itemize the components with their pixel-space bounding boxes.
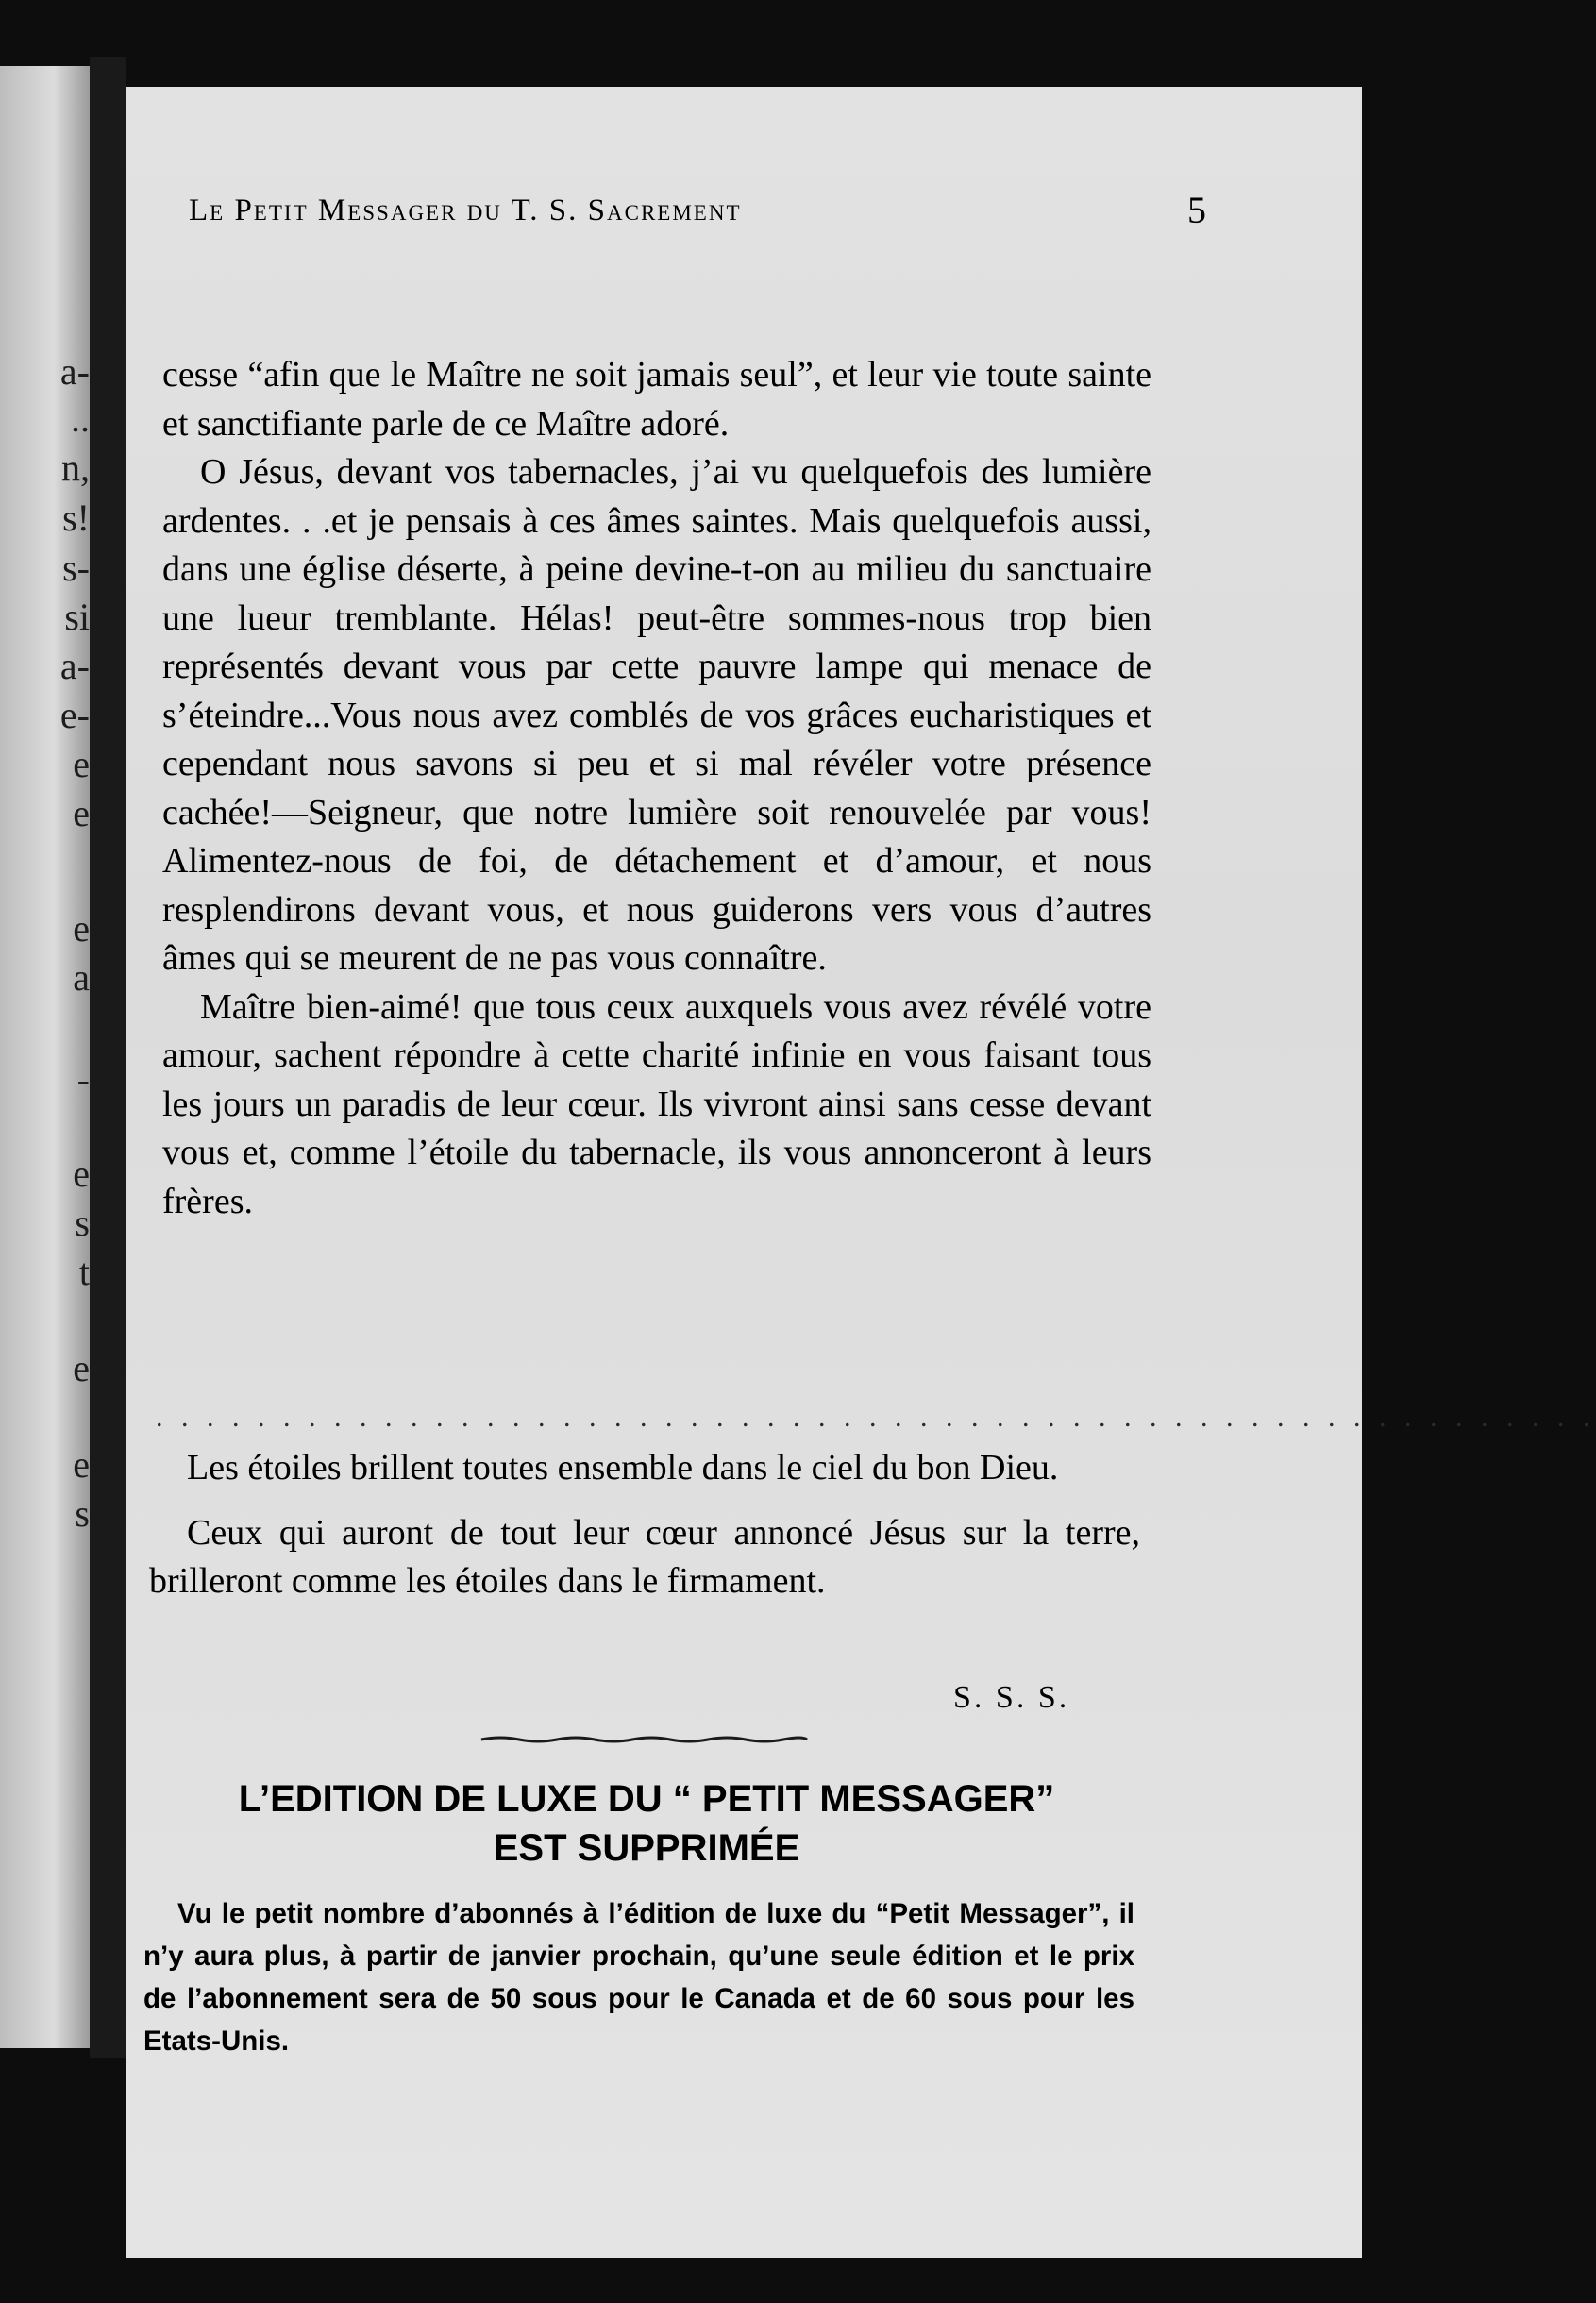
dotted-separator: . . . . . . . . . . . . . . . . . . . . . . . . . . . . . . . . . . . . . . . . . . . . . . . . . . . . . . . . .: [156, 1402, 1596, 1433]
paragraph: Maître bien-aimé! que tous ceux auxquels vous avez révélé votre amour, sachent répondre à cette charité infinie en vous faisant tous les jours un paradis de leur cœur. Ils vivront ainsi sans cesse devant vous et, comme l’étoile du tabernacle, ils vous annonceront à leurs frères.: [162, 986, 1151, 1221]
left-fragment: e: [73, 1152, 90, 1195]
left-fragment: e: [73, 907, 90, 950]
left-fragment: a-: [59, 645, 90, 687]
left-fragment: s!: [62, 496, 90, 539]
book-gutter: [90, 57, 126, 2058]
page-number: 5: [1187, 189, 1208, 231]
paragraph: O Jésus, devant vos tabernacles, j’ai vu quelquefois des lumière ardentes. . .et je pensais à ces âmes saintes. Mais quelquefois aussi, dans une église déserte, à peine devine-t-on au milieu du sanctuaire une lueur tremblante. Hélas! peut-être sommes-nous trop bien représentés devant vous par cette pauvre lampe qui menace de s’éteindre...Vous nous avez comblés de vos grâces eucharistiques et cependant nous savons si peu et si mal révéler votre présence cachée!—Seigneur, que notre lumière soit renouvelée par vous! Alimentez-nous de foi, de détachement et d’amour, et nous resplendirons devant vous, et nous guiderons vers vous d’autres âmes qui se meurent de ne pas vous connaître.: [162, 452, 1151, 978]
left-fragment: t: [78, 1251, 90, 1293]
notice-title-line: L’EDITION DE LUXE DU “ PETIT MESSAGER”: [238, 1778, 1055, 1820]
left-fragment: s: [75, 1202, 90, 1244]
running-title: Le Petit Messager du T. S. Sacrement: [189, 193, 742, 227]
body-text: [162, 351, 1151, 1226]
left-fragment: e: [73, 1347, 90, 1389]
quote-block: [149, 1444, 1140, 1622]
notice-title-line: EST SUPPRIMÉE: [493, 1827, 800, 1869]
notice-body: Vu le petit nombre d’abonnés à l’édition de luxe du “Petit Messager”, il n’y aura plus, à partir de janvier prochain, qu’une seule édition et le prix de l’abonnement sera de 50 sous pour le Canada et de 60 sous pour les Etats-Unis.: [143, 1898, 1134, 2057]
quote-paragraph: Ceux qui auront de tout leur cœur annoncé Jésus sur la terre, brilleront comme les étoiles dans le firmament.: [149, 1513, 1140, 1601]
left-fragment: -: [76, 1058, 90, 1101]
left-fragment: ..: [71, 397, 90, 440]
left-fragment: s-: [62, 546, 90, 589]
left-fragment: si: [64, 596, 90, 638]
left-fragment: s: [75, 1492, 90, 1535]
left-fragment: a-: [59, 350, 90, 393]
quote-paragraph: Les étoiles brillent toutes ensemble dans le ciel du bon Dieu.: [187, 1448, 1059, 1488]
left-fragment: a: [73, 956, 90, 999]
left-fragment: e-: [59, 694, 90, 736]
left-fragment: n,: [61, 446, 90, 489]
left-page-edge: [0, 66, 90, 2048]
signature: S. S. S.: [953, 1680, 1070, 1715]
notice-title: [142, 1774, 1151, 1873]
decorative-rule: [481, 1735, 807, 1744]
left-fragment: e: [73, 1443, 90, 1486]
left-fragment: e: [73, 792, 90, 834]
left-fragment: e: [73, 743, 90, 785]
paragraph: cesse “afin que le Maître ne soit jamais seul”, et leur vie toute sainte et sanctifiante parle de ce Maître adoré.: [162, 355, 1151, 444]
